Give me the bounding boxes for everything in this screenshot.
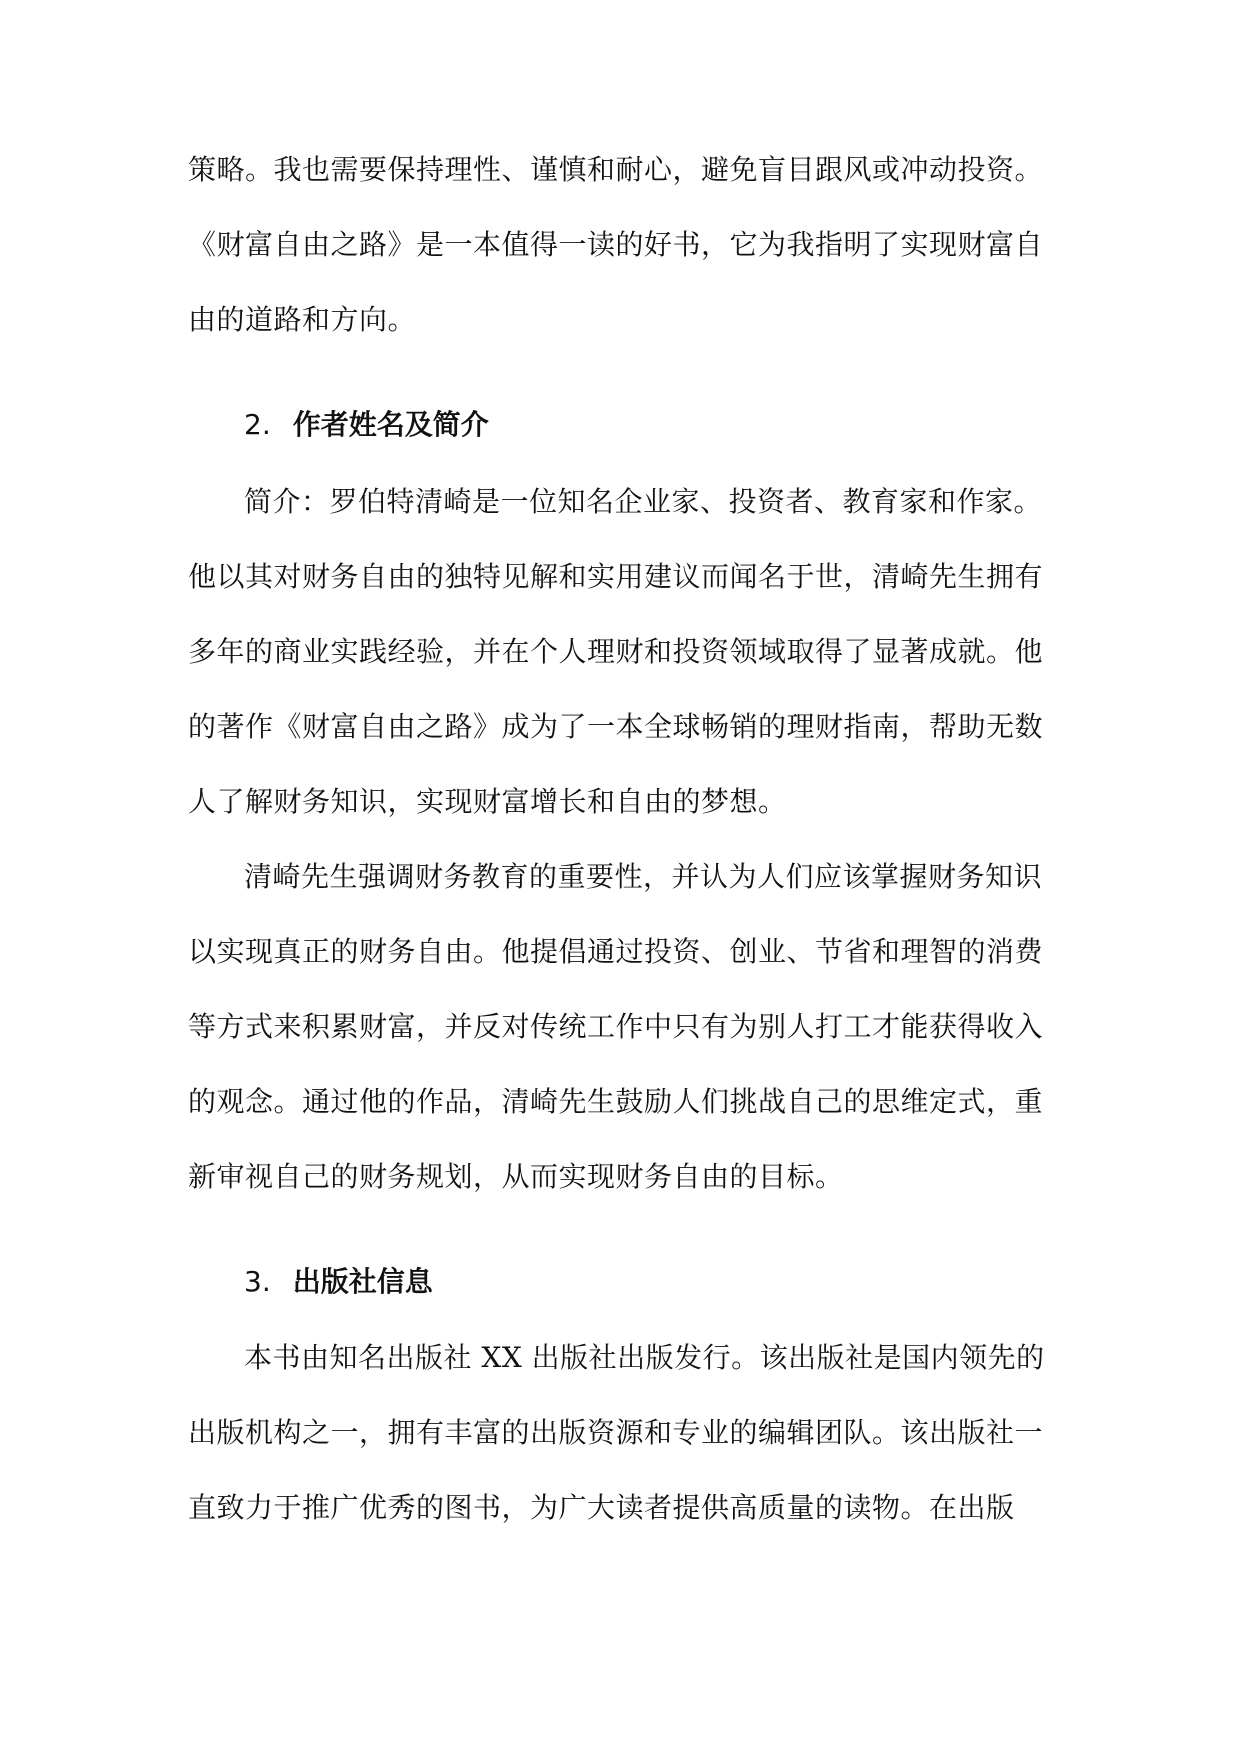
- paragraph-line: 的观念。通过他的作品，清崎先生鼓励人们挑战自己的思维定式，重: [188, 1085, 1044, 1118]
- paragraph-line: 由的道路和方向。: [188, 303, 417, 336]
- paragraph-line: 直致力于推广优秀的图书，为广大读者提供高质量的读物。在出版: [188, 1491, 1015, 1524]
- paragraph-line: 本书由知名出版社 XX 出版社出版发行。该出版社是国内领先的: [244, 1341, 1045, 1374]
- paragraph-line: 新审视自己的财务规划，从而实现财务自由的目标。: [188, 1160, 844, 1193]
- section-heading-author: [244, 405, 489, 445]
- section-number: 3.: [244, 1265, 271, 1298]
- section-title: 出版社信息: [292, 1265, 433, 1298]
- paragraph-line: 多年的商业实践经验，并在个人理财和投资领域取得了显著成就。他: [188, 635, 1044, 668]
- paragraph-line: 的著作《财富自由之路》成为了一本全球畅销的理财指南，帮助无数: [188, 710, 1044, 743]
- paragraph-line: 简介：罗伯特清崎是一位知名企业家、投资者、教育家和作家。: [244, 485, 1043, 518]
- paragraph-line: 《财富自由之路》是一本值得一读的好书，它为我指明了实现财富自: [188, 228, 1044, 261]
- paragraph-line: 策略。我也需要保持理性、谨慎和耐心，避免盲目跟风或冲动投资。: [188, 153, 1044, 186]
- section-title: 作者姓名及简介: [292, 408, 489, 441]
- section-number: 2.: [244, 408, 271, 441]
- paragraph-line: 人了解财务知识，实现财富增长和自由的梦想。: [188, 785, 787, 818]
- paragraph-line: 以实现真正的财务自由。他提倡通过投资、创业、节省和理智的消费: [188, 935, 1044, 968]
- paragraph-line: 出版机构之一，拥有丰富的出版资源和专业的编辑团队。该出版社一: [188, 1416, 1044, 1449]
- paragraph-line: 他以其对财务自由的独特见解和实用建议而闻名于世，清崎先生拥有: [188, 560, 1044, 593]
- paragraph-line: 清崎先生强调财务教育的重要性，并认为人们应该掌握财务知识: [244, 860, 1043, 893]
- paragraph-line: 等方式来积累财富，并反对传统工作中只有为别人打工才能获得收入: [188, 1010, 1044, 1043]
- section-heading-publisher: [244, 1262, 433, 1302]
